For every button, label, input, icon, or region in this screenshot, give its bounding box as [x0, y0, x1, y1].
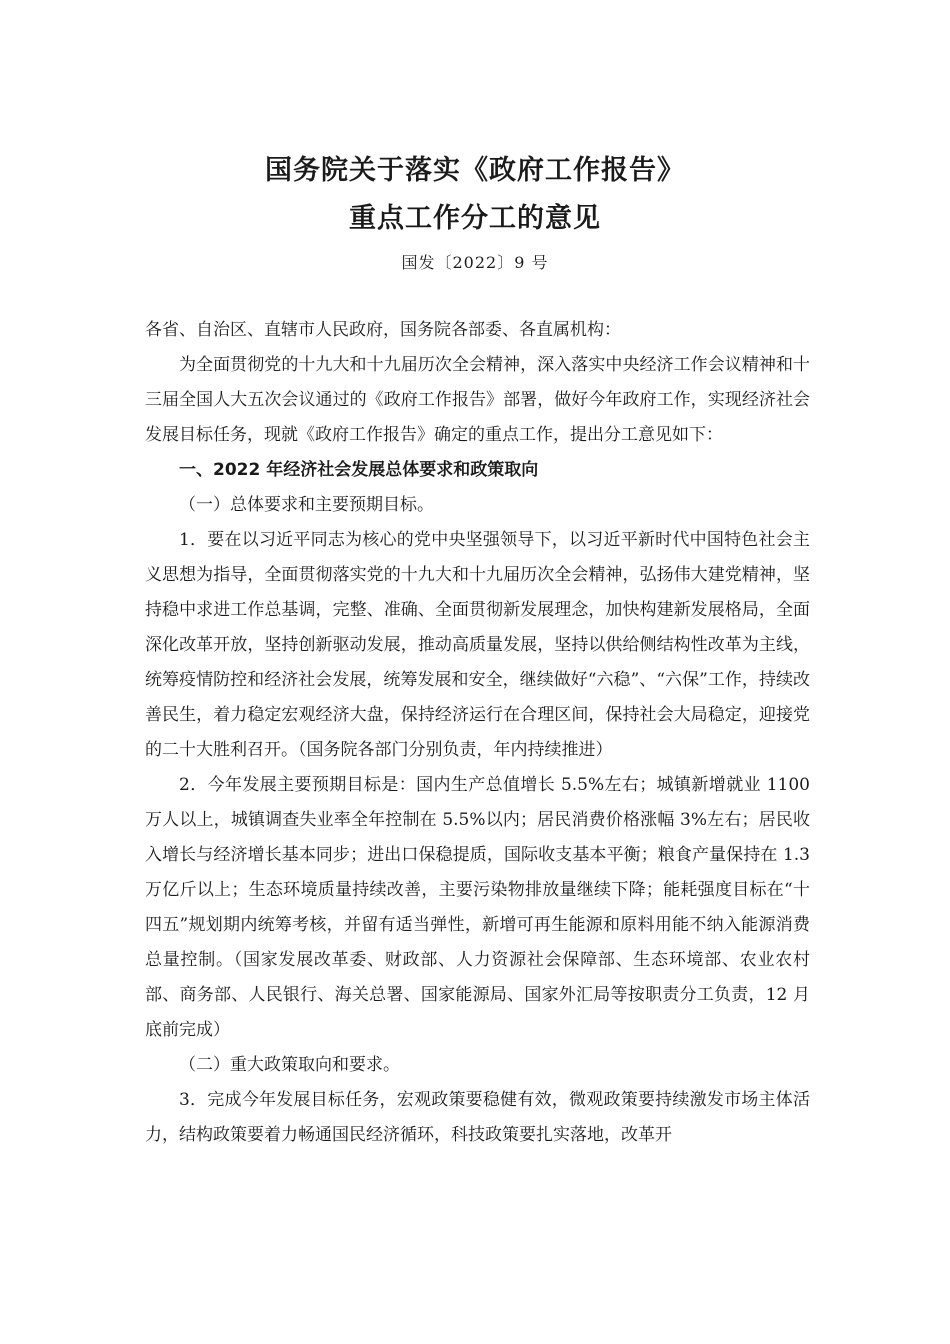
document-title-line-2: 重点工作分工的意见 — [349, 203, 601, 234]
subsection-heading-1: （一）总体要求和主要预期目标。 — [179, 495, 434, 515]
item-paragraph-3: 3．完成今年发展目标任务，宏观政策要稳健有效，微观政策要持续激发市场主体活力，结构政策要着力畅通国民经济循环，科技政策要扎实落地，改革开 — [145, 1090, 810, 1145]
document-title-line-1: 国务院关于落实《政府工作报告》 — [265, 155, 685, 186]
section-heading-1: 一、2022 年经济社会发展总体要求和政策取向 — [179, 460, 539, 480]
salutation: 各省、自治区、直辖市人民政府，国务院各部委、各直属机构： — [145, 320, 621, 340]
item-paragraph-2: 2．今年发展主要预期目标是：国内生产总值增长 5.5%左右；城镇新增就业 1100 万人以上，城镇调查失业率全年控制在 5.5%以内；居民消费价格涨幅 3%左右；居民收入增长与经济增长基本同步；进出口保稳提质，国际收支基本平衡；粮食产量保持在 1.3 万亿斤以上；生态环境质量持续改善，主要污染物排放量继续下降；能耗强度目标在“十四五”规划期内统筹考核，并留有适当弹性，新增可再生能源和原料用能不纳入能源消费总量控制。（国家发展改革委、财政部、人力资源社会保障部、生态环境部、农业农村部、商务部、人民银行、海关总署、国家能源局、国家外汇局等按职责分工负责，12 月底前完成） — [145, 775, 810, 1040]
item-paragraph-1: 1．要在以习近平同志为核心的党中央坚强领导下，以习近平新时代中国特色社会主义思想为指导，全面贯彻落实党的十九大和十九届历次全会精神，弘扬伟大建党精神，坚持稳中求进工作总基调，完整、准确、全面贯彻新发展理念，加快构建新发展格局，全面深化改革开放，坚持创新驱动发展，推动高质量发展，坚持以供给侧结构性改革为主线，统筹疫情防控和经济社会发展，统筹发展和安全，继续做好“六稳”、“六保”工作，持续改善民生，着力稳定宏观经济大盘，保持经济运行在合理区间，保持社会大局稳定，迎接党的二十大胜利召开。（国务院各部门分别负责，年内持续推进） — [145, 530, 810, 760]
document-body — [145, 313, 810, 1153]
intro-paragraph: 为全面贯彻党的十九大和十九届历次全会精神，深入落实中央经济工作会议精神和十三届全国人大五次会议通过的《政府工作报告》部署，做好今年政府工作，实现经济社会发展目标任务，现就《政府工作报告》确定的重点工作，提出分工意见如下： — [145, 355, 810, 445]
document-number: 国发〔2022〕9 号 — [401, 253, 549, 272]
subsection-heading-2: （二）重大政策取向和要求。 — [179, 1055, 400, 1075]
